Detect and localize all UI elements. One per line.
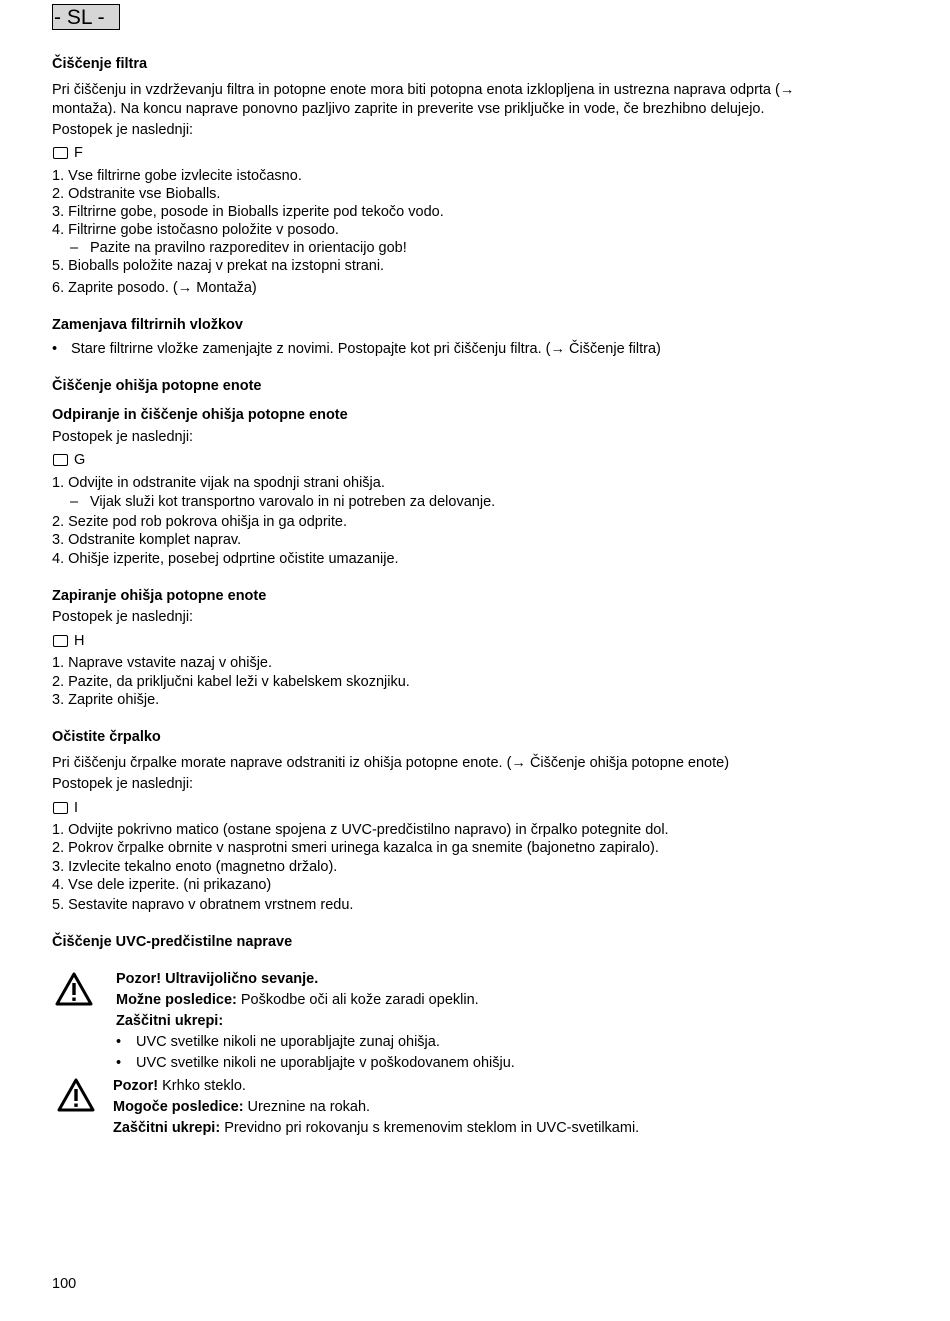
list-item: 3. Izvlecite tekalno enoto (magnetno držalo). bbox=[52, 859, 338, 875]
section-heading-uvc-cleaning: Čiščenje UVC-predčistilne naprave bbox=[52, 934, 293, 950]
list-item: 5. Bioballs položite nazaj v prekat na izstopni strani. bbox=[52, 258, 385, 274]
bullet-text: UVC svetilke nikoli ne uporabljajte v poškodovanem ohišju. bbox=[136, 1055, 515, 1071]
list-item: 4. Ohišje izperite, posebej odprtine očistite umazanije. bbox=[52, 551, 399, 567]
bullet-text: Stare filtrirne vložke zamenjajte z novimi. Postopajte kot pri čiščenju filtra. (→ Čiščenje filtra) bbox=[71, 341, 661, 357]
consequences-text: Poškodbe oči ali kože zaradi opeklin. bbox=[236, 992, 479, 1008]
section-heading-replace-inserts: Zamenjava filtrirnih vložkov bbox=[52, 317, 243, 333]
section-heading-filter-cleaning: Čiščenje filtra bbox=[52, 56, 148, 72]
list-item: 2. Sezite pod rob pokrova ohišja in ga odprite. bbox=[52, 514, 348, 530]
warning-block-uv bbox=[116, 969, 515, 1074]
list-item: 5. Sestavite napravo v obratnem vrstnem redu. bbox=[52, 897, 354, 913]
figure-icon bbox=[53, 635, 68, 647]
figure-reference bbox=[53, 800, 78, 816]
language-tag: - SL - bbox=[52, 4, 120, 30]
figure-icon bbox=[53, 802, 68, 814]
figure-reference bbox=[53, 633, 84, 649]
section-heading-pump-cleaning: Očistite črpalko bbox=[52, 729, 161, 745]
subsection-heading: Odpiranje in čiščenje ohišja potopne enote bbox=[52, 407, 348, 423]
bullet-text: UVC svetilke nikoli ne uporabljajte zunaj ohišja. bbox=[136, 1034, 440, 1050]
list-item: 2. Pokrov črpalke obrnite v nasprotni smeri urinega kazalca in ga snemite (bajonetno zapiralo). bbox=[52, 840, 659, 856]
sub-list-item: – Pazite na pravilno razporeditev in orientacijo gob! bbox=[70, 240, 407, 256]
figure-reference bbox=[53, 145, 83, 161]
figure-label: G bbox=[74, 452, 86, 468]
list-item: 6. Zaprite posodo. (→ Montaža) bbox=[52, 280, 257, 296]
section-heading-housing-cleaning: Čiščenje ohišja potopne enote bbox=[52, 378, 262, 394]
list-item: 3. Zaprite ohišje. bbox=[52, 692, 160, 708]
warning-title bbox=[113, 1076, 639, 1097]
figure-label: I bbox=[74, 800, 79, 816]
paragraph-line: Pri čiščenju in vzdrževanju filtra in potopne enote mora biti potopna enota izklopljena in ustrezna naprava odprta (→ bbox=[52, 82, 795, 98]
consequences-text: Ureznine na rokah. bbox=[243, 1099, 371, 1115]
sub-list-text: Vijak služi kot transportno varovalo in ni potreben za delovanje. bbox=[90, 494, 496, 510]
procedure-label: Postopek je naslednji: bbox=[52, 609, 194, 625]
warning-measures bbox=[113, 1118, 639, 1139]
bullet-item: • UVC svetilke nikoli ne uporabljajte v poškodovanem ohišju. bbox=[116, 1055, 515, 1071]
sub-list-item: – Vijak služi kot transportno varovalo in ni potreben za delovanje. bbox=[70, 494, 496, 510]
warning-title-text: Krhko steklo. bbox=[158, 1078, 246, 1094]
list-item: 1. Odvijte pokrivno matico (ostane spojena z UVC-predčistilno napravo) in črpalko potegnite dol. bbox=[52, 822, 669, 838]
warning-triangle-icon bbox=[54, 971, 94, 1007]
subsection-heading: Zapiranje ohišja potopne enote bbox=[52, 588, 267, 604]
warning-triangle-icon bbox=[56, 1077, 96, 1113]
list-item: 1. Vse filtrirne gobe izvlecite istočasno. bbox=[52, 168, 302, 184]
list-item: 3. Filtrirne gobe, posode in Bioballs izperite pod tekočo vodo. bbox=[52, 204, 444, 220]
figure-label: H bbox=[74, 633, 85, 649]
warning-title-label: Pozor! bbox=[113, 1078, 159, 1094]
measures-text: Previdno pri rokovanju s kremenovim steklom in UVC-svetilkami. bbox=[220, 1120, 640, 1136]
measures-label: Zaščitni ukrepi: bbox=[113, 1120, 221, 1136]
bullet-item: • Stare filtrirne vložke zamenjajte z novimi. Postopajte kot pri čiščenju filtra. (→ Čiščenje filtra) bbox=[52, 341, 661, 357]
figure-icon bbox=[53, 454, 68, 466]
list-item: 4. Vse dele izperite. (ni prikazano) bbox=[52, 877, 272, 893]
procedure-label: Postopek je naslednji: bbox=[52, 429, 194, 445]
paragraph-line: Pri čiščenju črpalke morate naprave odstraniti iz ohišja potopne enote. (→ Čiščenje ohišja potopne enote) bbox=[52, 755, 730, 771]
warning-consequences bbox=[113, 1097, 639, 1118]
list-item: 2. Pazite, da priključni kabel leži v kabelskem skoznjiku. bbox=[52, 674, 410, 690]
procedure-label: Postopek je naslednji: bbox=[52, 776, 194, 792]
figure-reference bbox=[53, 452, 85, 468]
bullet-item: • UVC svetilke nikoli ne uporabljajte zunaj ohišja. bbox=[116, 1034, 440, 1050]
list-item: 4. Filtrirne gobe istočasno položite v posodo. bbox=[52, 222, 339, 238]
warning-consequences bbox=[116, 990, 515, 1011]
list-item: 3. Odstranite komplet naprav. bbox=[52, 532, 242, 548]
page-number: 100 bbox=[52, 1276, 77, 1292]
sub-list-text: Pazite na pravilno razporeditev in orientacijo gob! bbox=[90, 240, 407, 256]
list-item: 1. Naprave vstavite nazaj v ohišje. bbox=[52, 655, 273, 671]
consequences-label: Mogoče posledice: bbox=[113, 1099, 244, 1115]
paragraph-line: montaža). Na koncu naprave ponovno pazljivo zaprite in preverite vse priključke in vode, če brezhibno delujejo. bbox=[52, 101, 765, 117]
warning-block-glass bbox=[113, 1076, 639, 1139]
consequences-label: Možne posledice: bbox=[116, 992, 237, 1008]
figure-icon bbox=[53, 147, 68, 159]
list-item: 2. Odstranite vse Bioballs. bbox=[52, 186, 221, 202]
warning-title: Pozor! Ultravijolično sevanje. bbox=[116, 971, 319, 987]
measures-label: Zaščitni ukrepi: bbox=[116, 1013, 224, 1029]
procedure-label: Postopek je naslednji: bbox=[52, 122, 194, 138]
figure-label: F bbox=[74, 145, 83, 161]
list-item: 1. Odvijte in odstranite vijak na spodnji strani ohišja. bbox=[52, 475, 385, 491]
